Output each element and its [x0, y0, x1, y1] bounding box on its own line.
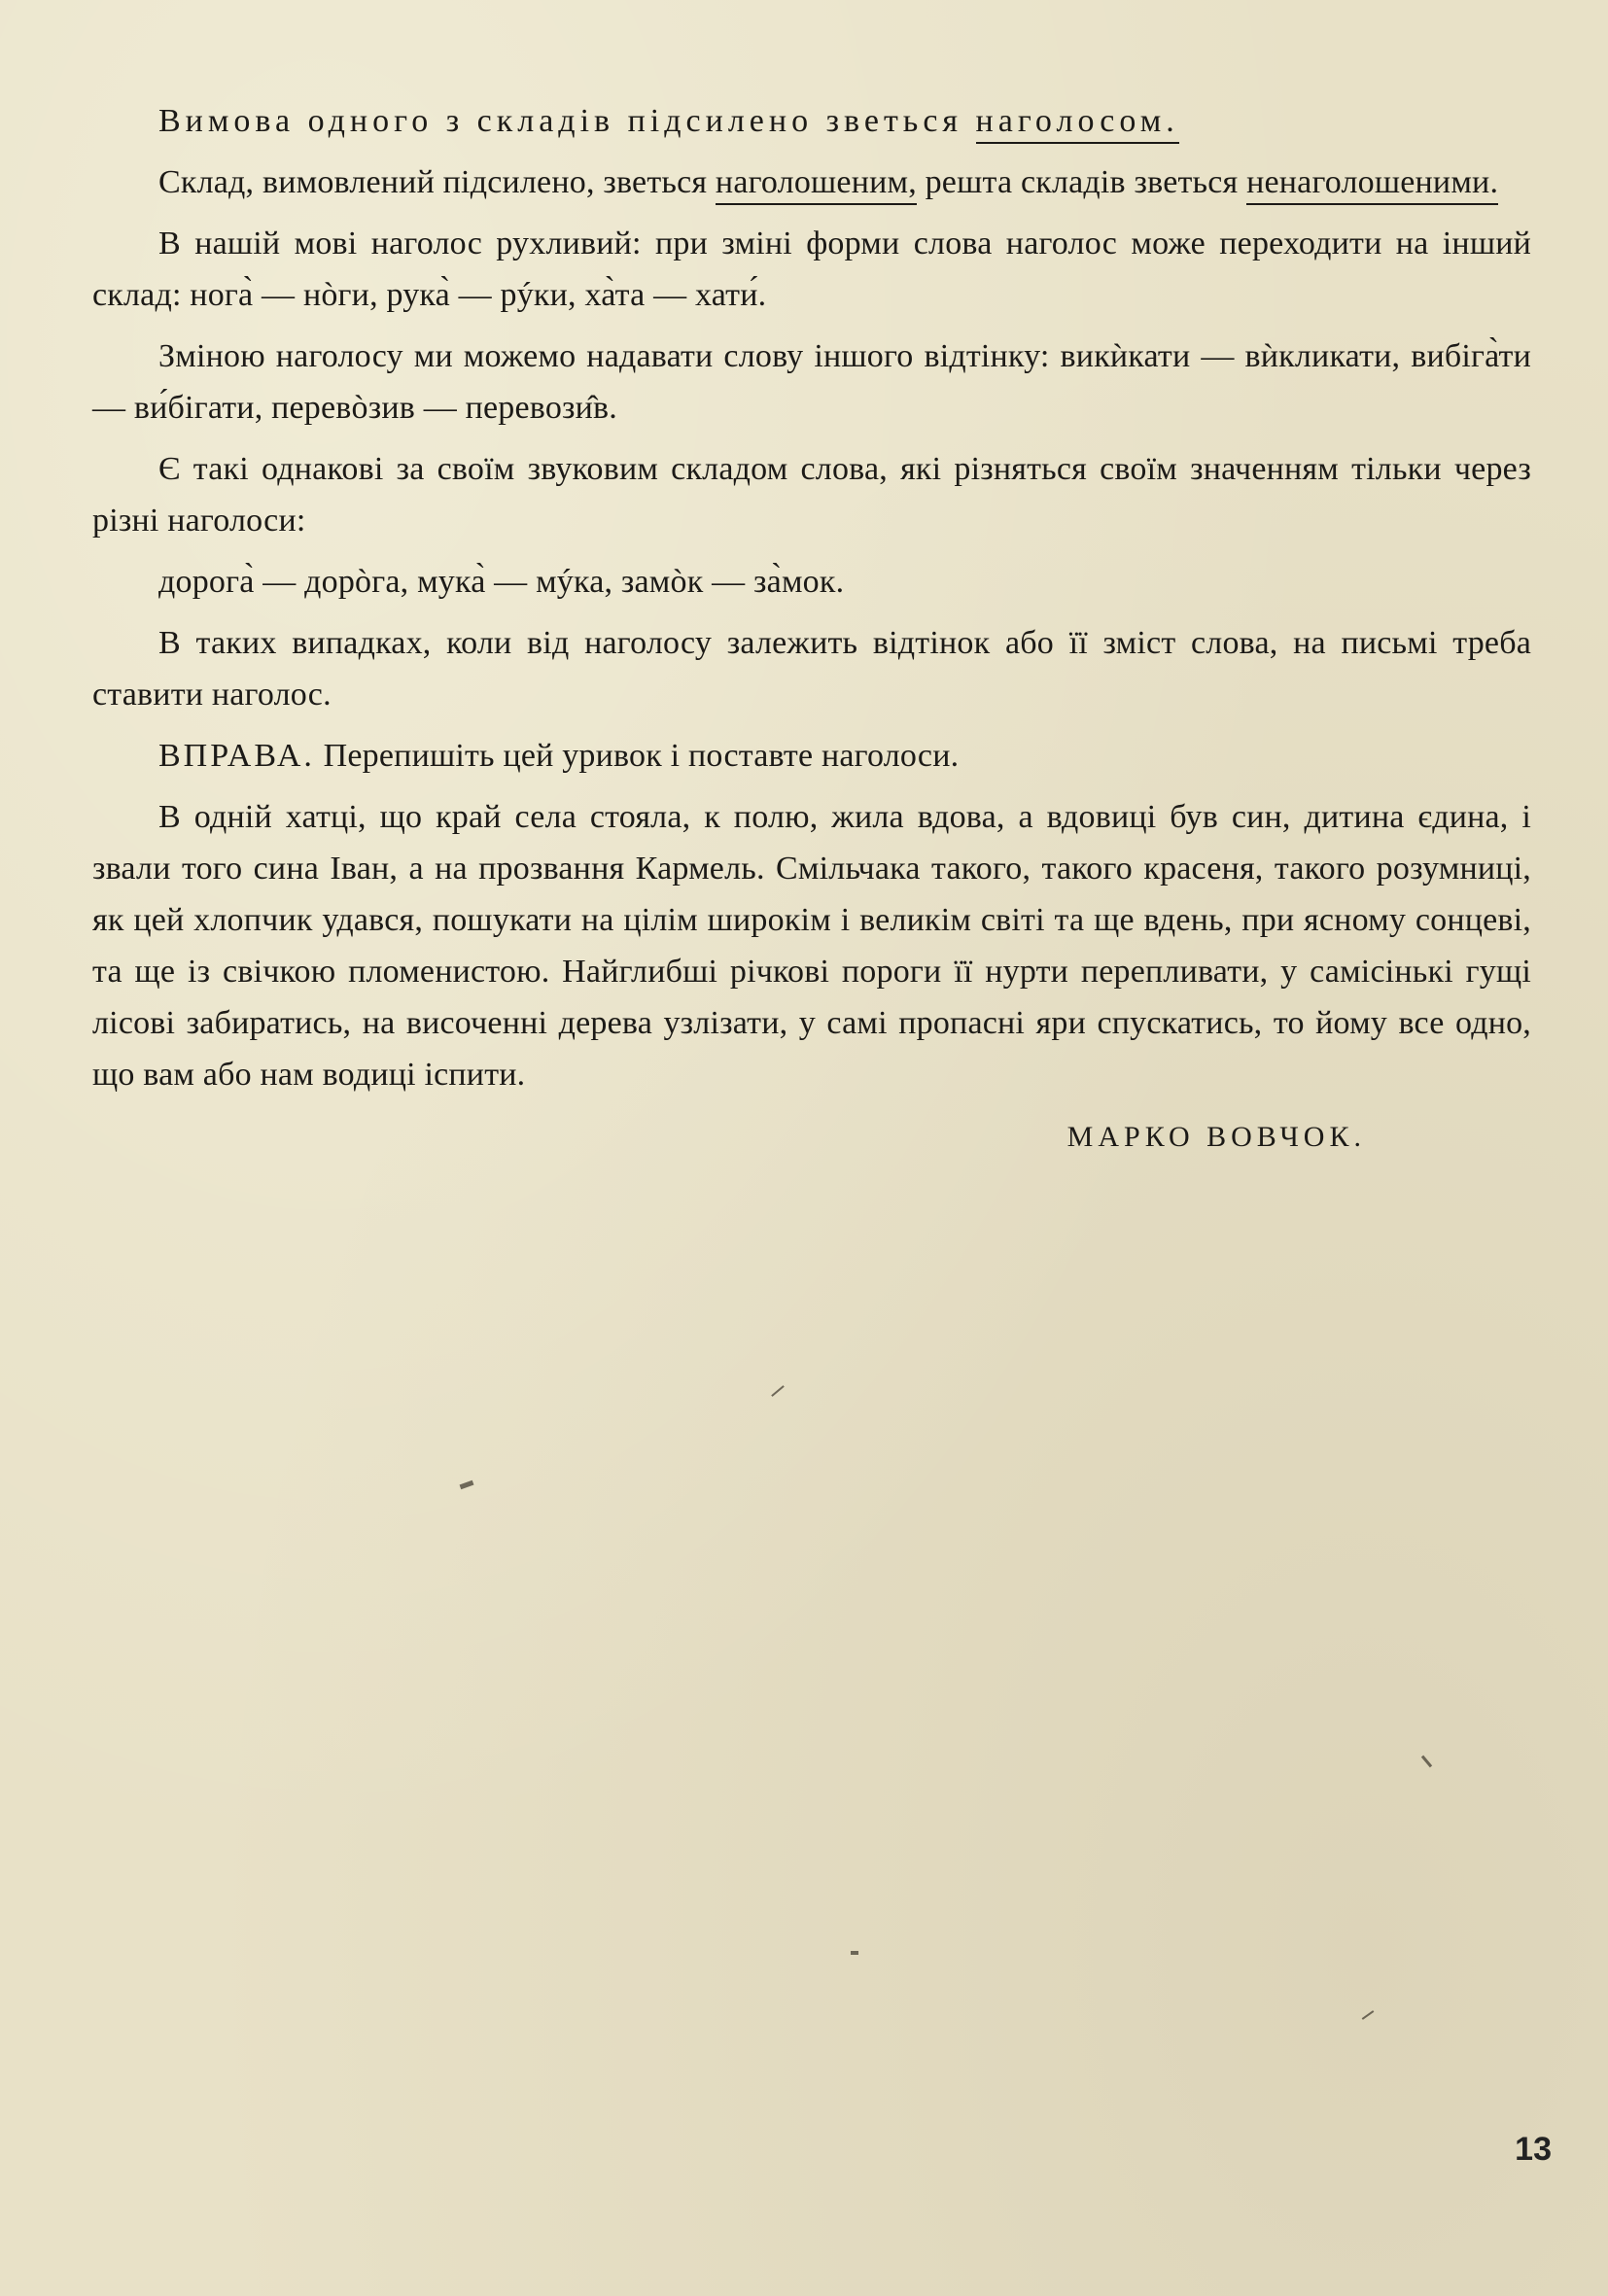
term-stressed: наголошеним, — [716, 164, 917, 205]
exercise-excerpt: В одній хатці, що край села стояла, к полю, жила вдова, а вдовиці був син, дитина єдина, і звали того сина Іван, а на прозвання Кармель. Смільчака такого, такого красеня, такого розумниці, як цей хлопчик удався, пошукати на цілім широкім і великім світі та ще вдень, при ясному сонцеві, та ще із свічкою пломенистою. Найглибші річкові пороги її нурти перепливати, у самісінькі гущі лісові забиратись, на височенні дерева узлізати, у самі пропасні яри спускатись, то йому все одно, що вам або нам водиці іспити. — [92, 799, 1531, 1093]
paragraph-writing-rule: В таких випадках, коли від наголосу залежить відтінок або її зміст слова, на письмі треба ставити наголос. — [92, 625, 1531, 713]
exercise-label: ВПРАВА. — [158, 738, 315, 774]
definition-stress-text: Вимова одного з складів підсилено зветься — [158, 103, 976, 139]
page-content — [92, 95, 1531, 1159]
print-speck — [771, 1385, 785, 1397]
page-number: 13 — [1515, 2131, 1552, 2168]
exercise-instruction: Перепишіть цей уривок і поставте наголоси. — [314, 738, 960, 774]
print-speck — [851, 1951, 858, 1955]
print-speck — [1362, 2010, 1375, 2020]
term-stress: наголосом. — [976, 103, 1179, 144]
exercise-heading — [92, 730, 1531, 782]
print-speck — [1421, 1756, 1432, 1768]
definition-stressed-text-b: решта складів зветься — [916, 164, 1247, 200]
paragraph-mobile-stress: В нашій мові наголос рухливий: при зміні форми слова наголос може переходити на інший склад: нога̀ — нòги, рука̀ — рýки, ха̀та — хати́. — [92, 226, 1531, 313]
definition-stressed-syllable — [92, 157, 1531, 208]
paragraph-homograph-examples: дорога̀ — дорòга, мука̀ — мýка, замòк — за̀мок. — [158, 564, 845, 600]
paragraph-stress-shade: Зміною наголосу ми можемо надавати слову іншого відтінку: викѝкати — вѝкликати, вибіга̀ти — ви́бігати, перевòзив — перевози̂в. — [92, 338, 1531, 426]
excerpt-author: МАРКО ВОВЧОК. — [1066, 1121, 1366, 1153]
definition-stress — [92, 95, 1531, 147]
print-speck — [460, 1480, 474, 1489]
paragraph-homographs: Є такі однакові за своїм звуковим складом слова, які різняться своїм значенням тільки через різні наголоси: — [92, 451, 1531, 539]
definition-stressed-text-a: Склад, вимовлений підсилено, зветься — [158, 164, 716, 200]
term-unstressed: ненаголошеними. — [1246, 164, 1498, 205]
